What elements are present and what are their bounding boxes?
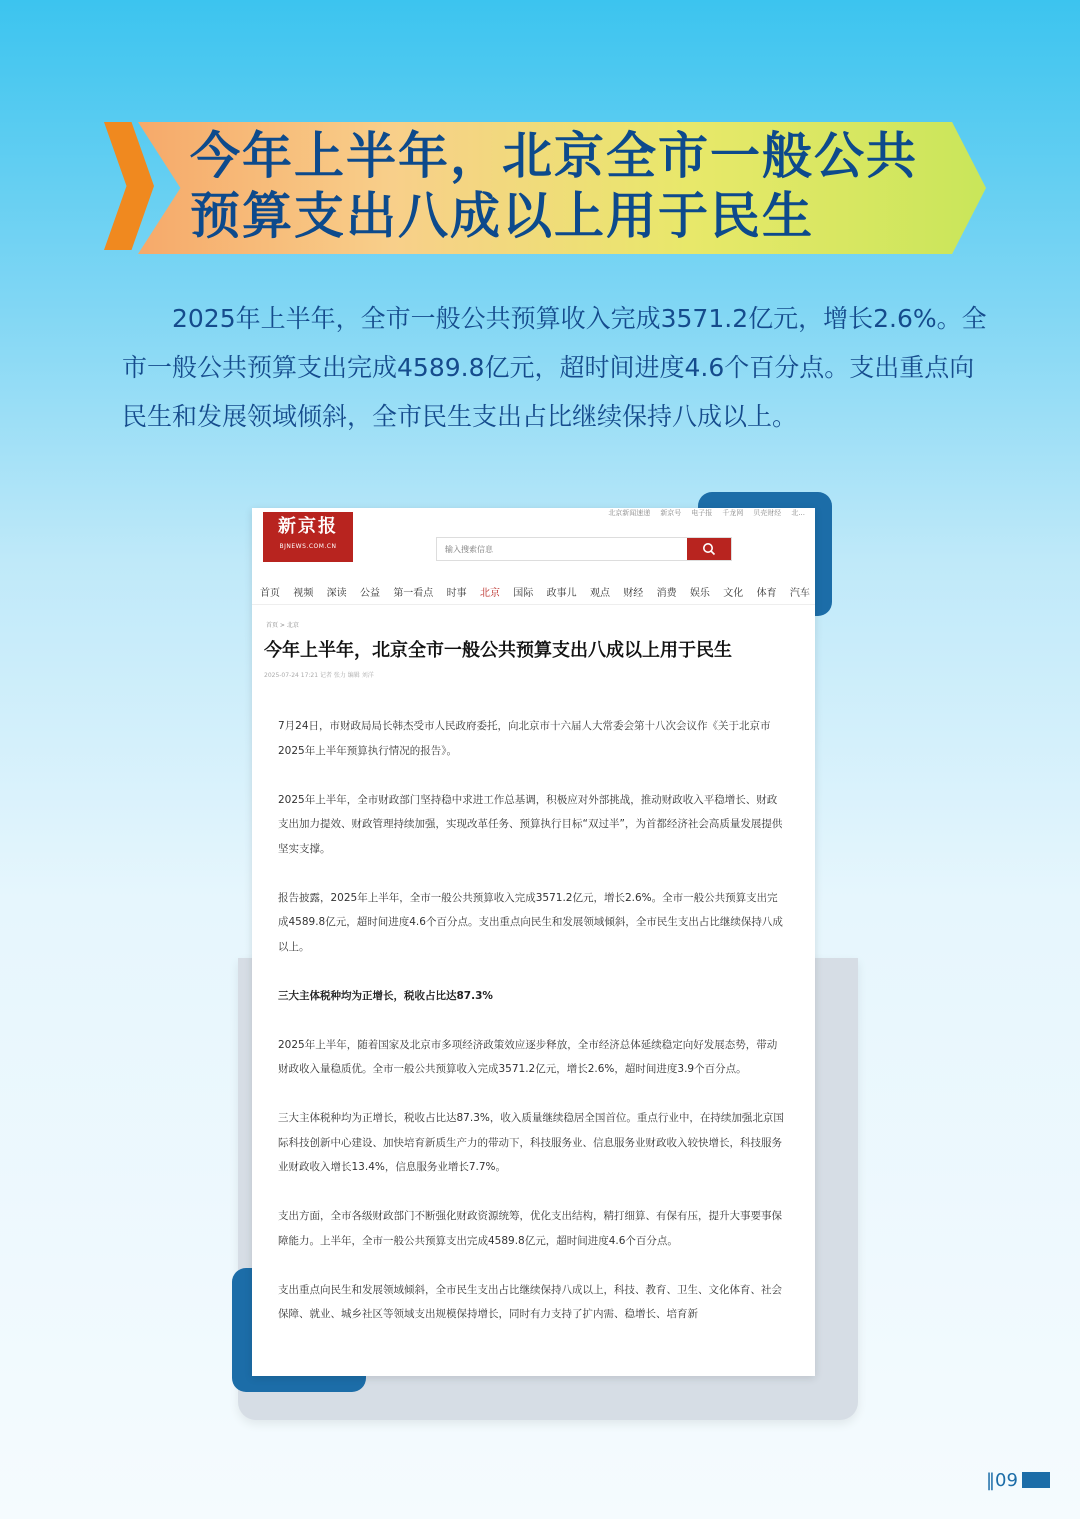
nav-item-consumer[interactable]: 消费 bbox=[656, 588, 677, 599]
page-number-divider: ‖ bbox=[986, 1470, 995, 1491]
nav-item-sports[interactable]: 体育 bbox=[756, 588, 777, 599]
article-paragraph: 7月24日，市财政局局长韩杰受市人民政府委托，向北京市十六届人大常委会第十八次会议作《关于北京市2025年上半年预算执行情况的报告》。 bbox=[278, 720, 771, 757]
article-paragraph: 2025年上半年，全市财政部门坚持稳中求进工作总基调，积极应对外部挑战，推动财政收入平稳增长、财政支出加力提效、财政管理持续加强，实现改革任务、预算执行目标“双过半”，为首都经济社会高质量发展提供坚实支撑。 bbox=[278, 793, 783, 855]
nav-item-beijing[interactable]: 北京 bbox=[479, 588, 500, 599]
nav-divider bbox=[252, 604, 815, 605]
top-link[interactable]: 贝壳财经 bbox=[753, 509, 782, 517]
nav-item-current[interactable]: 时事 bbox=[446, 588, 467, 599]
nav-item-politics[interactable]: 政事儿 bbox=[546, 588, 577, 599]
page-number-bar bbox=[1022, 1472, 1050, 1488]
article-title: 今年上半年，北京全市一般公共预算支出八成以上用于民生 bbox=[264, 640, 732, 661]
nav-item-culture[interactable]: 文化 bbox=[723, 588, 744, 599]
nav-item-opinion[interactable]: 观点 bbox=[589, 588, 610, 599]
nav-item-auto[interactable]: 汽车 bbox=[789, 588, 810, 599]
article-paragraph: 三大主体税种均为正增长，税收占比达87.3%，收入质量继续稳居全国首位。重点行业中，在持续加强北京国际科技创新中心建设、加快培育新质生产力的带动下，科技服务业、信息服务业财政收入较快增长，科技服务业财政收入增长13.4%，信息服务业增长7.7%。 bbox=[278, 1112, 784, 1173]
headline bbox=[190, 126, 950, 246]
search-box bbox=[436, 537, 732, 561]
article-paragraph: 2025年上半年，随着国家及北京市多项经济政策效应逐步释放，全市经济总体延续稳定向好发展态势，带动财政收入量稳质优。全市一般公共预算收入完成3571.2亿元，增长2.6%，超时间进度3.9个百分点。 bbox=[278, 1038, 778, 1075]
news-screenshot bbox=[252, 508, 815, 1376]
search-button[interactable] bbox=[687, 538, 731, 560]
nav-item-charity[interactable]: 公益 bbox=[359, 588, 380, 599]
logo-text: 新京报 bbox=[278, 516, 338, 537]
nav-item-international[interactable]: 国际 bbox=[513, 588, 534, 599]
headline-line-1: 今年上半年，北京全市一般公共 bbox=[190, 127, 918, 185]
nav-item-entertainment[interactable]: 娱乐 bbox=[689, 588, 710, 599]
top-link[interactable]: 新京号 bbox=[660, 509, 682, 517]
article-paragraph: 支出方面，全市各级财政部门不断强化财政资源统筹，优化支出结构，精打细算、有保有压，提升大事要事保障能力。上半年，全市一般公共预算支出完成4589.8亿元，超时间进度4.6个百分点。 bbox=[278, 1210, 782, 1247]
top-link[interactable]: 电子报 bbox=[691, 509, 713, 517]
intro-paragraph: 2025年上半年，全市一般公共预算收入完成3571.2亿元，增长2.6%。全市一般公共预算支出完成4589.8亿元，超时间进度4.6个百分点。支出重点向民生和发展领域倾斜，全市民生支出占比继续保持八成以上。 bbox=[122, 304, 987, 431]
top-link[interactable]: 北京新闻速递 bbox=[608, 509, 651, 517]
article-paragraph: 报告披露，2025年上半年，全市一般公共预算收入完成3571.2亿元，增长2.6%。全市一般公共预算支出完成4589.8亿元，超时间进度4.6个百分点。支出重点向民生和发展领域倾斜，全市民生支出占比继续保持八成以上。 bbox=[278, 891, 783, 953]
article-body bbox=[278, 714, 786, 1351]
page-number-value: 09 bbox=[995, 1470, 1018, 1491]
nav-item-home[interactable]: 首页 bbox=[260, 588, 280, 599]
chevron-icon bbox=[104, 122, 154, 250]
article-subheading: 三大主体税种均为正增长，税收占比达87.3% bbox=[278, 989, 493, 1002]
article-paragraph: 支出重点向民生和发展领域倾斜，全市民生支出占比继续保持八成以上，科技、教育、卫生、文化体育、社会保障、就业、城乡社区等领域支出规模保持增长，同时有力支持了扩内需、稳增长、培育新 bbox=[278, 1283, 782, 1320]
main-nav bbox=[260, 584, 810, 600]
site-logo[interactable] bbox=[263, 512, 353, 562]
page-number bbox=[986, 1470, 1018, 1492]
logo-domain: BJNEWS.COM.CN bbox=[279, 543, 337, 550]
article-meta: 2025-07-24 17:21 记者 张力 编辑 刘洋 bbox=[264, 672, 374, 679]
nav-item-video[interactable]: 视频 bbox=[293, 588, 314, 599]
nav-item-finance[interactable]: 财经 bbox=[623, 588, 644, 599]
headline-line-2: 预算支出八成以上用于民生 bbox=[190, 187, 814, 245]
top-link[interactable]: 千龙网 bbox=[722, 509, 744, 517]
search-input[interactable] bbox=[445, 538, 685, 560]
search-icon bbox=[702, 542, 716, 556]
top-link[interactable]: 北... bbox=[791, 509, 805, 517]
top-links bbox=[608, 508, 805, 522]
nav-item-deep[interactable]: 深读 bbox=[326, 588, 347, 599]
nav-item-first-look[interactable]: 第一看点 bbox=[393, 588, 434, 599]
breadcrumb[interactable]: 首页 > 北京 bbox=[266, 622, 299, 629]
